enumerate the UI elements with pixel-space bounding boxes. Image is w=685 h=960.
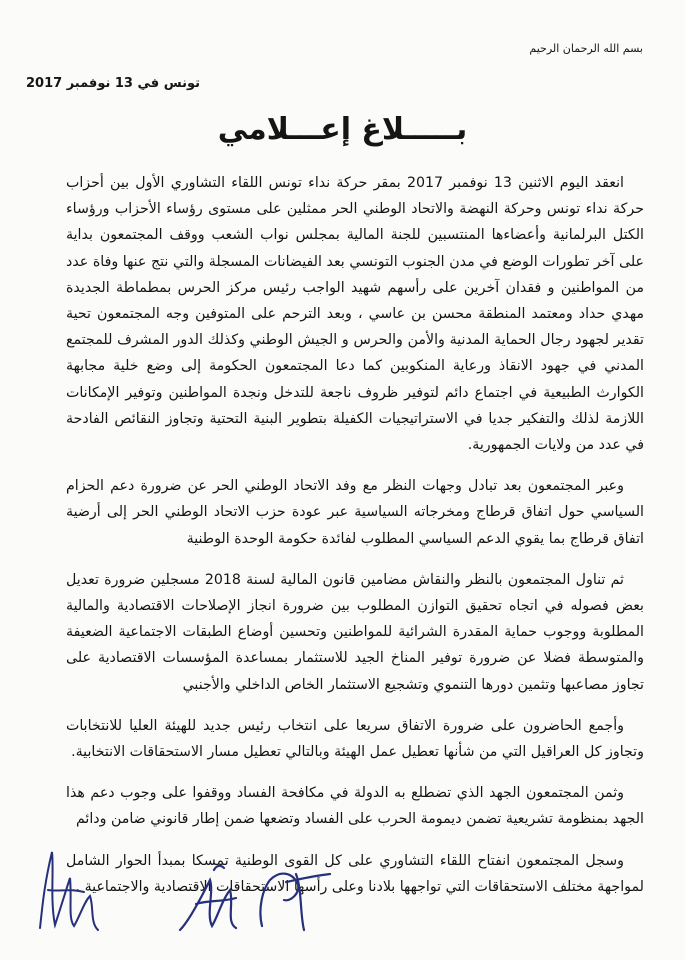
document-title: بـــــلاغ إعـــلامي: [217, 112, 468, 147]
paragraph: وثمن المجتمعون الجهد الذي تضطلع به الدولة في مكافحة الفساد ووقفوا على وجوب دعم هذا الجهد بمنظومة تشريعية تضمن ديمومة الحرب على الفساد وتضعها ضمن إطار قانوني ضامن ودائم: [66, 785, 644, 828]
paragraph: ثم تناول المجتمعون بالنظر والنقاش مضامين قانون المالية لسنة 2018 مسجلين ضرورة تعديل بعض فصوله في اتجاه تحقيق التوازن المطلوب بين ضرورة انجاز الإصلاحات الاقتصادية والمالية المطلوبة ووجوب حماية المقدرة الشرائية للمواطنين وتحسين أوضاع الطبقات الاجتماعية الضعيفة والمتوسطة فضلا عن ضرورة توفير المناخ الجيد للاستثمار بمساعدة المؤسسات الاقتصادية على تجاوز مصاعبها وتثمين دورها التنموي وتشجيع الاستثمار الخاص الداخلي والأجنبي: [66, 571, 644, 693]
paragraph: انعقد اليوم الاثنين 13 نوفمبر 2017 بمقر حركة نداء تونس اللقاء التشاوري الأول بين أحزاب حركة نداء تونس وحركة النهضة والاتحاد الوطني الحر ممثلين على مستوى رؤساء الأحزاب ورؤساء الكتل البرلمانية وأعضاءها المنتسبين للجنة المالية بمجلس نواب الشعب ووقف المجتمعون بداية على آخر تطورات الوضع في مدن الجنوب التونسي بعد الفيضانات المسجلة والتي نتج عنها وفاة عدد من المواطنين و فقدان آخرين على رأسهم شهيد الواجب رئيس مركز الحرس بمطماطة الجديدة مهدي حداد ومعتمد المنطقة محسن بن عاسي ، وبعد الترحم على المتوفين وجه المجتمعون تحية تقدير لجهود رجال الحماية المدنية والأمن والحرس و الجيش الوطني وكذلك الدور المشرف للمجتمع المدني في جهود الانقاذ ورعاية المنكوبين كما دعا المجتمعون الحكومة إلى وضع خلية مجابهة الكوارث الطبيعية في اجتماع دائم لتوفير ظروف ناجعة للتدخل ونجدة المواطنين وتوفير الإمكانات اللازمة لذلك والتفكير جديا في الاستراتيجيات الكفيلة بتطوير البنية التحتية وتجاوز النقائص الفادحة في عدد من ولايات الجمهورية.: [66, 175, 644, 454]
document-body: [66, 170, 644, 915]
signature-middle: [180, 866, 236, 930]
document-date: تونس في 13 نوفمبر 2017: [25, 76, 200, 91]
paragraph: وأجمع الحاضرون على ضرورة الاتفاق سريعا على انتخاب رئيس جديد للهيئة العليا للانتخابات وتجاوز كل العراقيل التي من شأنها تعطيل عمل الهيئة وبالتالي تعطيل مسار الاستحقاقات الانتخابية.: [66, 717, 644, 761]
signatures-area: [0, 830, 685, 960]
handwritten-signatures: [0, 830, 685, 960]
basmala: بسم الله الرحمان الرحيم: [529, 42, 643, 55]
signature-right: [260, 874, 330, 930]
paragraph: وعبر المجتمعون بعد تبادل وجهات النظر مع وفد الاتحاد الوطني الحر عن ضرورة دعم الحزام السياسي حول اتفاق قرطاج ومخرجاته السياسية عبر عودة حزب الاتحاد الوطني الحر إلى أرضية اتفاق قرطاج بما يقوي الدعم السياسي المطلوب لفائدة حكومة الوحدة الوطنية: [66, 478, 644, 547]
paragraph: وسجل المجتمعون انفتاح اللقاء التشاوري على كل القوى الوطنية تمسكا بمبدأ الحوار الشامل لمواجهة مختلف الاستحقاقات التي تواجهها بلادنا وعلى رأسها الاستحقاقات الاقتصادية والاجتماعية .: [66, 852, 644, 895]
signature-left: [40, 852, 98, 930]
